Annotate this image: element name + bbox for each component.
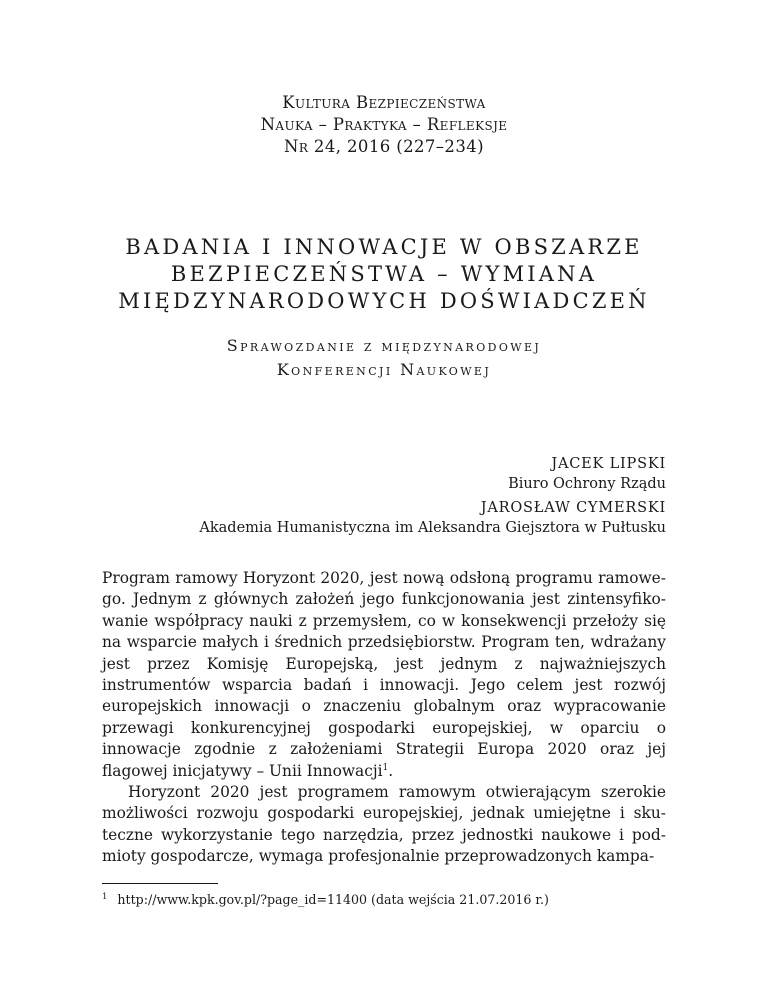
journal-issue: Nr 24, 2016 (227–234): [284, 137, 484, 156]
subtitle-line: Konferencji Naukowej: [276, 360, 492, 379]
author-name: JAROSŁAW CYMERSKI: [480, 500, 666, 516]
footnote: [102, 891, 666, 909]
article-subtitle: [0, 334, 768, 382]
footnote-reference[interactable]: 1: [382, 762, 389, 773]
footnote-text[interactable]: http://www.kpk.gov.pl/?page_id=11400 (data wejścia 21.07.2016 r.): [117, 892, 549, 907]
footnote-number: 1: [102, 891, 108, 902]
author-affiliation: Akademia Humanistyczna im Aleksandra Giejsztora w Pułtusku: [199, 520, 666, 536]
footnote-divider: [102, 883, 218, 884]
title-line: BEZPIECZEŃSTWA – WYMIANA: [170, 262, 598, 286]
author-block: [102, 454, 666, 494]
author-affiliation: Biuro Ochrony Rządu: [508, 476, 666, 492]
body-paragraph: Horyzont 2020 jest programem ramowym otwierającym szerokie możliwości rozwoju gospodarki europejskiej, jednak umiejętne i skuteczne wykorzystanie tego narzędzia, przez jednostki naukowe i podmioty gospodarcze, wymaga profesjonalnie przeprowadzonych kampa-: [102, 783, 666, 866]
paragraph-punctuation: .: [388, 761, 394, 780]
title-line: MIĘDZYNARODOWYCH DOŚWIADCZEŃ: [118, 289, 650, 313]
journal-subtitle: Nauka – Praktyka – Refleksje: [260, 115, 508, 134]
article-body: [102, 568, 666, 868]
article-title: [0, 234, 768, 315]
title-line: BADANIA I INNOWACJE W OBSZARZE: [125, 235, 643, 259]
journal-header: [0, 92, 768, 158]
journal-name: Kultura Bezpieczeństwa: [282, 93, 486, 112]
subtitle-line: Sprawozdanie z międzynarodowej: [226, 336, 542, 355]
body-paragraph: [102, 568, 666, 782]
paragraph-text: Program ramowy Horyzont 2020, jest nową odsłoną programu ramowego. Jednym z głównych założeń jego funkcjonowania jest zintensyfikowanie współpracy nauki z przemysłem, co w konsekwencji przełoży się na wsparcie małych i średnich przedsiębiorstw. Program ten, wdrażany jest przez Komisję Europejską, jest jednym z najważniejszych instrumentów wsparcia badań i innowacji. Jego celem jest rozwój europejskich innowacji o znaczeniu globalnym oraz wypracowanie przewagi konkurencyjnej gospodarki europejskiej, w oparciu o innowacje zgodnie z założeniami Strategii Europa 2020 oraz jej flagowej inicjatywy – Unii Innowacji: [102, 569, 666, 780]
author-name: JACEK LIPSKI: [551, 456, 666, 472]
author-block: [102, 498, 666, 538]
